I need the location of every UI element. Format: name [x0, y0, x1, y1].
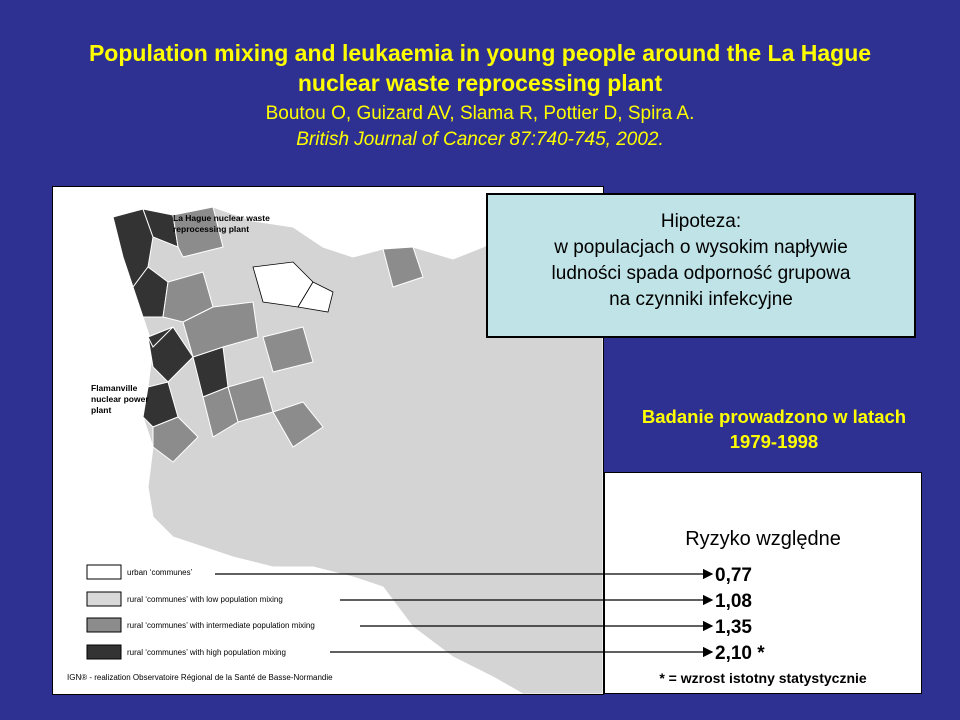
- hypothesis-line-3: na czynniki infekcyjne: [609, 289, 793, 310]
- authors: Boutou O, Guizard AV, Slama R, Pottier D, Spira A.: [265, 103, 695, 124]
- hypothesis-line-1: w populacjach o wysokim napływie: [554, 237, 848, 258]
- study-line-2: 1979-1998: [729, 431, 819, 452]
- legend-label-intermediate: rural ‘communes’ with intermediate population mixing: [127, 621, 315, 630]
- hypothesis-heading: Hipoteza:: [660, 211, 742, 232]
- significance-note: * = wzrost istotny statystycznie: [659, 670, 867, 686]
- relative-risk-box: [604, 472, 922, 694]
- citation: British Journal of Cancer 87:740-745, 2002.: [296, 129, 664, 150]
- legend-label-high: rural ‘communes’ with high population mixing: [127, 648, 286, 657]
- legend-swatch-intermediate: [87, 618, 121, 632]
- rr-value-urban: 0,77: [715, 565, 752, 586]
- map-credit: IGN® - realization Observatoire Régional de la Santé de Basse-Normandie: [67, 673, 333, 682]
- label-la-hague: La Hague nuclear waste reprocessing plant: [173, 213, 270, 234]
- rr-value-high: 2,10 *: [715, 643, 765, 664]
- legend-swatch-urban: [87, 565, 121, 579]
- legend-label-urban: urban ‘communes’: [127, 568, 193, 577]
- study-period: [604, 404, 944, 454]
- legend-swatch-high: [87, 645, 121, 659]
- legend-swatch-low: [87, 592, 121, 606]
- relative-risk-title: Ryzyko względne: [685, 528, 841, 550]
- title-block: [0, 38, 960, 153]
- hypothesis-box: [486, 193, 916, 338]
- rr-value-intermediate: 1,35: [715, 617, 752, 638]
- hypothesis-line-2: ludności spada odporność grupowa: [551, 263, 851, 284]
- legend-label-low: rural ‘communes’ with low population mixing: [127, 595, 283, 604]
- title-line-1: Population mixing and leukaemia in young people around the La Hague: [88, 40, 872, 66]
- label-flamanville: Flamanville nuclear power plant: [91, 383, 149, 415]
- title-line-2: nuclear waste reprocessing plant: [297, 70, 663, 96]
- rr-value-low: 1,08: [715, 591, 752, 612]
- study-line-1: Badanie prowadzono w latach: [641, 406, 907, 427]
